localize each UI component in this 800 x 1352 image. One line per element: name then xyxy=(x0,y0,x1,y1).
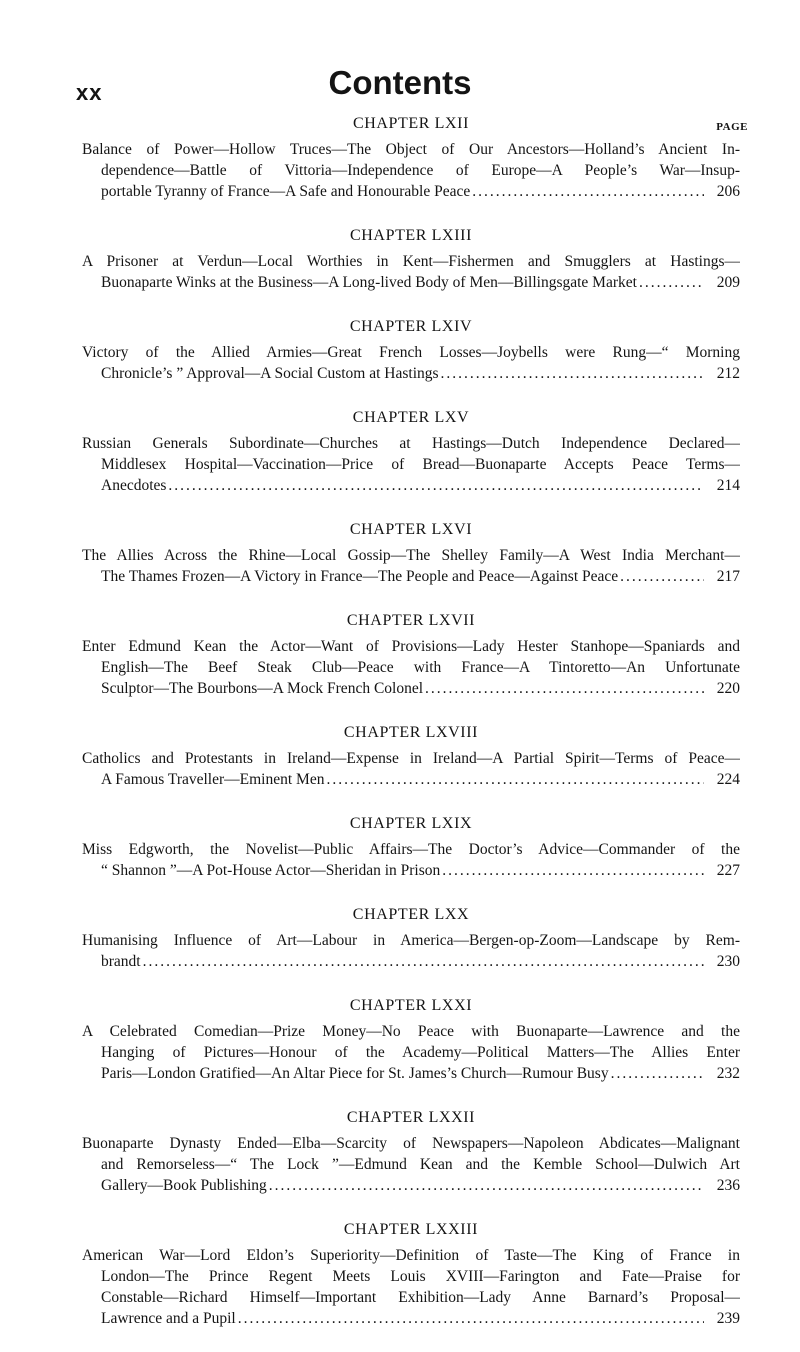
page-number: 209 xyxy=(716,274,740,291)
summary-line: Middlesex Hospital—Vaccination—Price of Bread—Buonaparte Accepts Peace Terms— xyxy=(101,456,740,473)
summary-line: Catholics and Protestants in Ireland—Expense in Ireland—A Partial Spirit—Terms of Peace— xyxy=(82,750,740,767)
chapter-heading: CHAPTER LXVI xyxy=(349,521,473,538)
summary-line: Miss Edgworth, the Novelist—Public Affairs—The Doctor’s Advice—Commander of the xyxy=(82,841,740,858)
page-column-label: PAGE xyxy=(716,121,748,133)
chapter-heading: CHAPTER LXIX xyxy=(349,815,473,832)
summary-line: The Allies Across the Rhine—Local Gossip—The Shelley Family—A West India Merchant— xyxy=(82,547,740,564)
summary-line: Constable—Richard Himself—Important Exhibition—Lady Anne Barnard’s Proposal— xyxy=(101,1289,740,1306)
summary-last-line xyxy=(82,363,740,384)
summary-line: brandt xyxy=(101,953,141,970)
summary-line: dependence—Battle of Vittoria—Independence of Europe—A People’s War—Insup- xyxy=(101,162,740,179)
summary-last-line xyxy=(82,566,740,587)
table-of-contents xyxy=(82,113,740,1352)
summary-line: English—The Beef Steak Club—Peace with France—A Tintoretto—An Unfortunate xyxy=(101,659,740,676)
summary-line: Humanising Influence of Art—Labour in America—Bergen-op-Zoom—Landscape by Rem- xyxy=(82,932,740,949)
summary-line: A Celebrated Comedian—Prize Money—No Peace with Buonaparte—Lawrence and the xyxy=(82,1023,740,1040)
chapter-heading: CHAPTER LXIV xyxy=(349,318,473,335)
chapter-entry xyxy=(82,1107,740,1196)
page-number: 236 xyxy=(716,1177,740,1194)
summary-line: American War—Lord Eldon’s Superiority—Definition of Taste—The King of France in xyxy=(82,1247,740,1264)
summary-line: A Famous Traveller—Eminent Men xyxy=(101,771,325,788)
chapter-summary xyxy=(82,930,740,972)
summary-line: Victory of the Allied Armies—Great French Losses—Joybells were Rung—“ Morning xyxy=(82,344,740,361)
summary-line: portable Tyranny of France—A Safe and Honourable Peace xyxy=(101,183,471,200)
page-number: 232 xyxy=(716,1065,740,1082)
summary-line: Paris—London Gratified—An Altar Piece for St. James’s Church—Rumour Busy xyxy=(101,1065,609,1082)
chapter-heading: CHAPTER LXXII xyxy=(346,1109,476,1126)
summary-line: Sculptor—The Bourbons—A Mock French Colonel xyxy=(101,680,424,697)
page-number: 206 xyxy=(716,183,740,200)
summary-line: A Prisoner at Verdun—Local Worthies in Kent—Fishermen and Smugglers at Hastings— xyxy=(82,253,740,270)
chapter-entry xyxy=(82,113,740,202)
chapter-entry xyxy=(82,904,740,972)
chapter-heading: CHAPTER LXIII xyxy=(349,227,472,244)
chapter-summary xyxy=(82,1245,740,1329)
summary-last-line xyxy=(82,769,740,790)
page-number: 214 xyxy=(716,477,740,494)
chapter-entry xyxy=(82,813,740,881)
page-number: 230 xyxy=(716,953,740,970)
chapter-summary xyxy=(82,748,740,790)
dot-leader xyxy=(269,1175,704,1196)
chapter-heading: CHAPTER LXX xyxy=(352,906,470,923)
chapter-entry xyxy=(82,225,740,293)
chapter-heading: CHAPTER LXVIII xyxy=(343,724,479,741)
chapter-entry xyxy=(82,316,740,384)
chapter-summary xyxy=(82,636,740,699)
page-number: 239 xyxy=(716,1310,740,1327)
page-title: Contents xyxy=(328,64,472,101)
summary-line: “ Shannon ”—A Pot-House Actor—Sheridan in Prison xyxy=(101,862,441,879)
summary-line: London—The Prince Regent Meets Louis XVIII—Farington and Fate—Praise for xyxy=(101,1268,740,1285)
chapter-entry xyxy=(82,995,740,1084)
dot-leader xyxy=(611,1063,704,1084)
page-number: 217 xyxy=(716,568,740,585)
summary-line: Russian Generals Subordinate—Churches at Hastings—Dutch Independence Declared— xyxy=(82,435,740,452)
page-number: 220 xyxy=(716,680,740,697)
dot-leader xyxy=(238,1308,704,1329)
summary-line: and Remorseless—“ The Lock ”—Edmund Kean and the Kemble School—Dulwich Art xyxy=(101,1156,740,1173)
chapter-entry xyxy=(82,1219,740,1329)
summary-last-line xyxy=(82,1063,740,1084)
summary-line: Anecdotes xyxy=(101,477,167,494)
chapter-entry xyxy=(82,610,740,699)
summary-last-line xyxy=(82,678,740,699)
summary-line: Chronicle’s ” Approval—A Social Custom at Hastings xyxy=(101,365,439,382)
chapter-heading: CHAPTER LXII xyxy=(352,115,470,132)
summary-line: Buonaparte Dynasty Ended—Elba—Scarcity of Newspapers—Napoleon Abdicates—Malignant xyxy=(82,1135,740,1152)
dot-leader xyxy=(620,566,704,587)
dot-leader xyxy=(472,181,704,202)
chapter-heading: CHAPTER LXV xyxy=(352,409,470,426)
page-number: 224 xyxy=(716,771,740,788)
summary-line: Enter Edmund Kean the Actor—Want of Provisions—Lady Hester Stanhope—Spaniards and xyxy=(82,638,740,655)
summary-last-line xyxy=(82,860,740,881)
chapter-summary xyxy=(82,433,740,496)
summary-last-line xyxy=(82,951,740,972)
summary-line: Buonaparte Winks at the Business—A Long-lived Body of Men—Billingsgate Market xyxy=(101,274,637,291)
chapter-heading: CHAPTER LXXI xyxy=(349,997,473,1014)
summary-last-line xyxy=(82,272,740,293)
dot-leader xyxy=(168,475,704,496)
chapter-entry xyxy=(82,722,740,790)
chapter-summary xyxy=(82,545,740,587)
chapter-summary xyxy=(82,1021,740,1084)
summary-line: Hanging of Pictures—Honour of the Academy—Political Matters—The Allies Enter xyxy=(101,1044,740,1061)
chapter-summary xyxy=(82,342,740,384)
page-folio: xx xyxy=(76,80,103,105)
dot-leader xyxy=(441,363,704,384)
chapter-summary xyxy=(82,1133,740,1196)
chapter-heading: CHAPTER LXXIII xyxy=(343,1221,479,1238)
chapter-entry xyxy=(82,407,740,496)
summary-line: The Thames Frozen—A Victory in France—The People and Peace—Against Peace xyxy=(101,568,619,585)
chapter-heading: CHAPTER LXVII xyxy=(346,612,476,629)
dot-leader xyxy=(143,951,704,972)
dot-leader xyxy=(326,769,704,790)
summary-last-line xyxy=(82,1308,740,1329)
summary-last-line xyxy=(82,475,740,496)
chapter-entry xyxy=(82,519,740,587)
dot-leader xyxy=(442,860,704,881)
summary-line: Balance of Power—Hollow Truces—The Object of Our Ancestors—Holland’s Ancient In- xyxy=(82,141,740,158)
dot-leader xyxy=(639,272,704,293)
summary-line: Lawrence and a Pupil xyxy=(101,1310,236,1327)
summary-line: Gallery—Book Publishing xyxy=(101,1177,267,1194)
chapter-summary xyxy=(82,839,740,881)
page-number: 212 xyxy=(716,365,740,382)
page-number: 227 xyxy=(716,862,740,879)
summary-last-line xyxy=(82,1175,740,1196)
summary-last-line xyxy=(82,181,740,202)
chapter-summary xyxy=(82,251,740,293)
dot-leader xyxy=(425,678,704,699)
chapter-summary xyxy=(82,139,740,202)
